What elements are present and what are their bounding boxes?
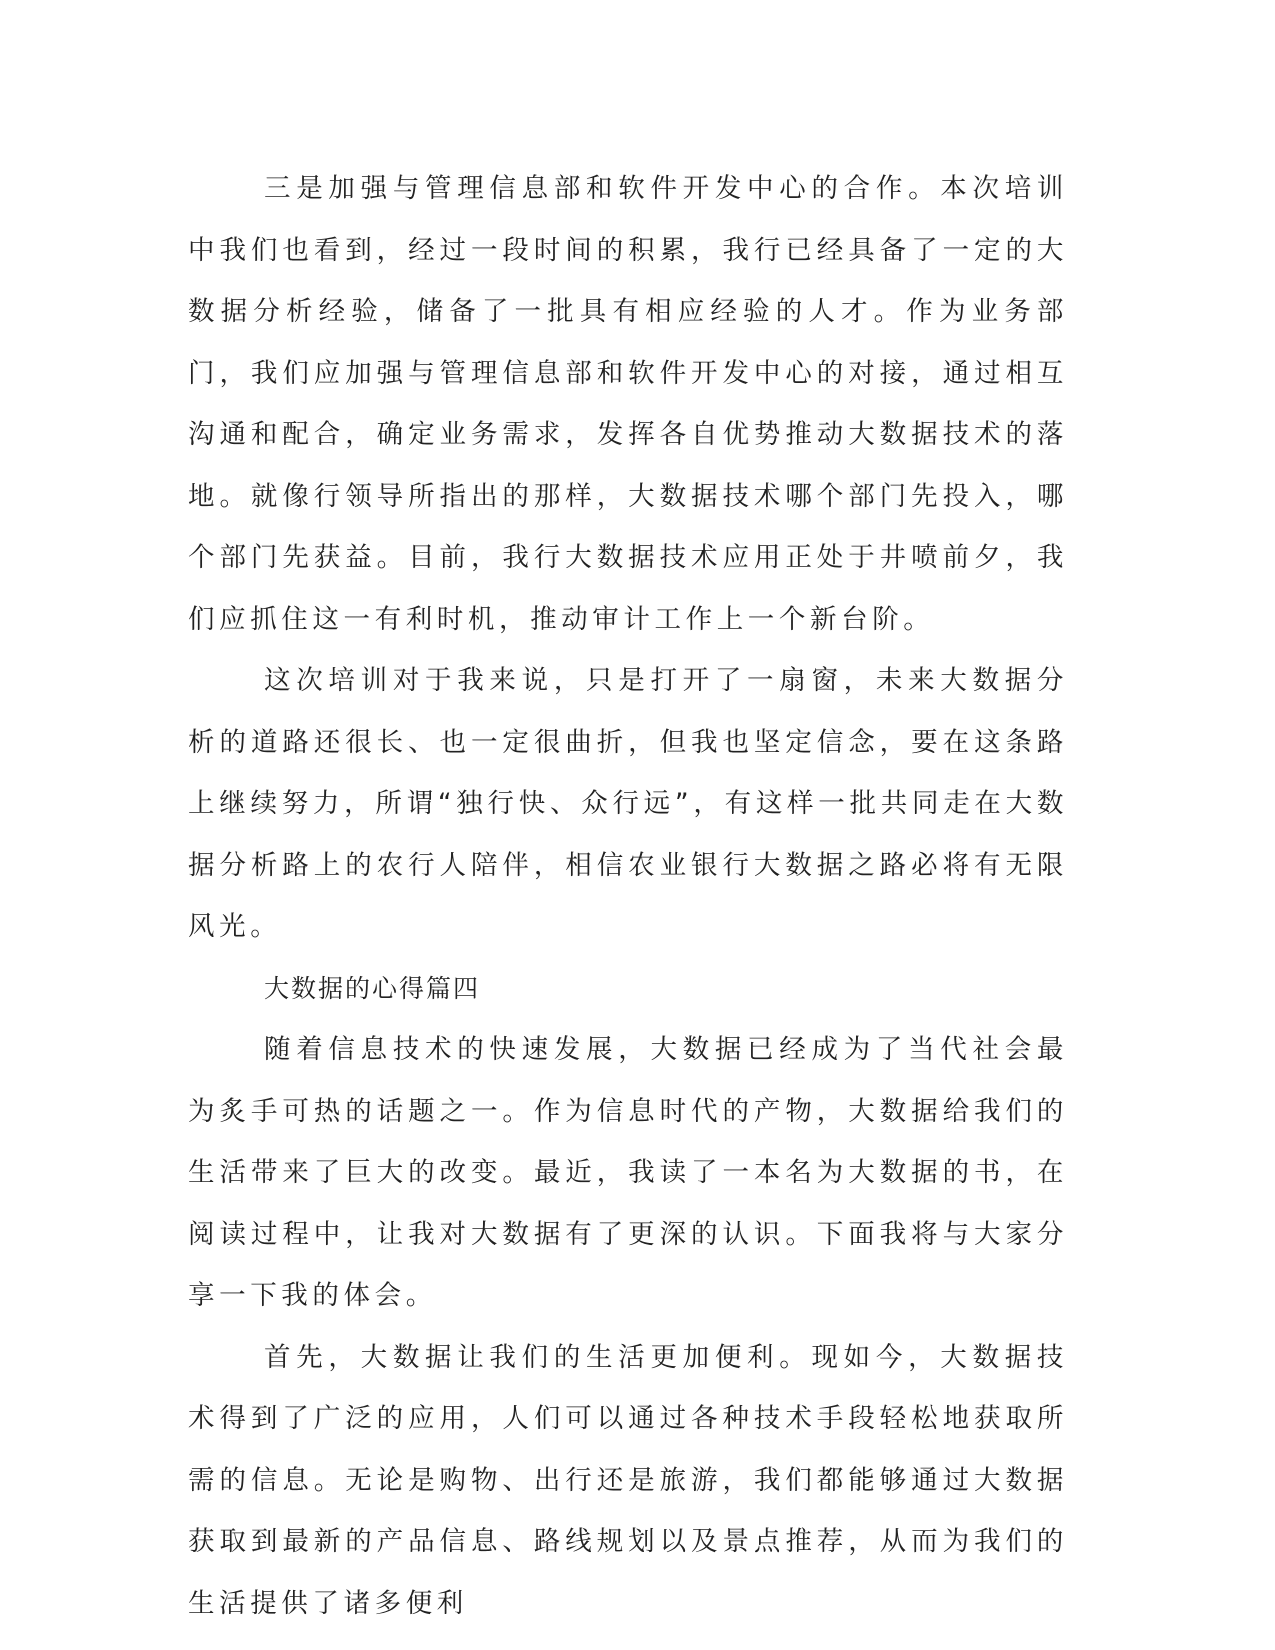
paragraph-cooperation: 三是加强与管理信息部和软件开发中心的合作。本次培训中我们也看到，经过一段时间的积累，我行已经具备了一定的大数据分析经验，储备了一批具有相应经验的人才。作为业务部门，我们应加强与管理信息部和软件开发中心的对接，通过相互沟通和配合，确定业务需求，发挥各自优势推动大数据技术的落地。就像行领导所指出的那样，大数据技术哪个部门先投入，哪个部门先获益。目前，我行大数据技术应用正处于井喷前夕，我们应抓住这一有利时机，推动审计工作上一个新台阶。	[188, 173, 1068, 635]
paragraph-convenience: 首先，大数据让我们的生活更加便利。现如今，大数据技术得到了广泛的应用，人们可以通过各种技术手段轻松地获取所需的信息。无论是购物、出行还是旅游，我们都能够通过大数据获取到最新的产品信息、路线规划以及景点推荐，从而为我们的生活提供了诸多便利	[188, 1341, 1068, 1619]
paragraph-training-reflection: 这次培训对于我来说，只是打开了一扇窗，未来大数据分析的道路还很长、也一定很曲折，但我也坚定信念，要在这条路上继续努力，所谓“独行快、众行远”，有这样一批共同走在大数据分析路上的农行人陪伴，相信农业银行大数据之路必将有无限风光。	[188, 665, 1068, 942]
paragraph-introduction: 随着信息技术的快速发展，大数据已经成为了当代社会最为炙手可热的话题之一。作为信息时代的产物，大数据给我们的生活带来了巨大的改变。最近，我读了一本名为大数据的书，在阅读过程中，让我对大数据有了更深的认识。下面我将与大家分享一下我的体会。	[188, 1034, 1068, 1311]
section-heading: 大数据的心得篇四	[264, 973, 481, 1003]
document-body	[188, 158, 1068, 1634]
